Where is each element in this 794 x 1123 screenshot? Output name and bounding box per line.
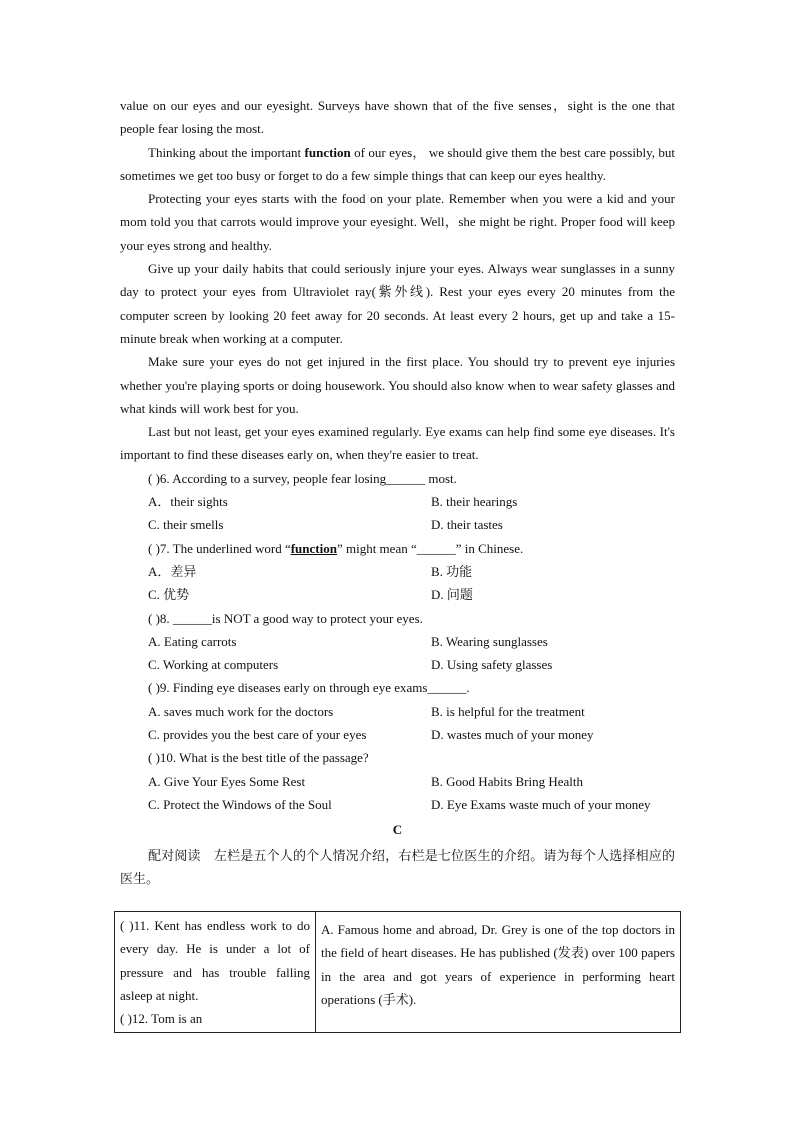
section-heading: C: [392, 822, 403, 838]
paragraph-function-end: of our eyes， we should give them the best care possibly, but sometimes we get too busy or forget to do a few simple things that can keep our eyes healthy.: [120, 144, 675, 183]
option-d: D. 问题: [431, 587, 473, 603]
passage-body: [120, 94, 675, 890]
question-stem: ( )6. According to a survey, people fear losing______ most.: [148, 470, 457, 486]
question-6: [120, 467, 675, 537]
question-stem: ( )10. What is the best title of the passage?: [148, 750, 369, 766]
underlined-word: function: [290, 540, 337, 556]
question-9: [120, 676, 675, 746]
question-stem: ( )9. Finding eye diseases early on through eye exams______.: [148, 680, 470, 696]
paragraph-exams: Last but not least, get your eyes examined regularly. Eye exams can help find some eye diseases. It's important to find these diseases early on, when they're easier to treat.: [120, 424, 675, 463]
option-c: C. 优势: [148, 587, 190, 603]
option-c: C. their smells: [148, 517, 224, 533]
option-b: B. 功能: [431, 563, 473, 579]
question-stem: ( )8. ______is NOT a good way to protect your eyes.: [148, 610, 423, 626]
paragraph-function-start: Thinking about the important: [148, 144, 305, 160]
question-stem: [120, 537, 675, 560]
option-b: B. Wearing sunglasses: [431, 633, 548, 649]
option-d: D. wastes much of your money: [431, 727, 594, 743]
doctor-a: A. Famous home and abroad, Dr. Grey is one of the top doctors in the field of heart diseases. He has published (发表) over 100 papers in the area and got years of experience in performing heart operations (手术).: [321, 922, 675, 1007]
matching-left-cell: [115, 912, 316, 1033]
option-b: B. is helpful for the treatment: [431, 703, 585, 719]
option-c: C. provides you the best care of your eyes: [148, 727, 367, 743]
option-d: D. Using safety glasses: [431, 657, 553, 673]
question-8: [120, 607, 675, 677]
option-c: C. Working at computers: [148, 657, 279, 673]
paragraph-function: [120, 141, 675, 188]
option-d: D. Eye Exams waste much of your money: [431, 796, 651, 812]
option-a: A．差异: [148, 563, 197, 579]
option-a: A. Give Your Eyes Some Rest: [148, 773, 306, 789]
option-b: B. their hearings: [431, 494, 518, 510]
person-12: ( )12. Tom is an: [120, 1011, 203, 1027]
question-10: [120, 746, 675, 816]
paragraph-food: Protecting your eyes starts with the food on your plate. Remember when you were a kid and your mom told you that carrots would improve your eyesight. Well，she might be right. Proper food will keep your eyes strong and healthy.: [120, 191, 675, 253]
paragraph-intro: value on our eyes and our eyesight. Surveys have shown that of the five senses，sight is the one that people fear losing the most.: [120, 98, 675, 137]
person-11: ( )11. Kent has endless work to do every day. He is under a lot of pressure and has trouble falling asleep at night.: [120, 918, 310, 1003]
paragraph-habits: Give up your daily habits that could seriously injure your eyes. Always wear sunglasses in a sunny day to protect your eyes from Ultraviolet ray(紫外线). Rest your eyes every 20 minutes from the computer screen by looking 20 feet away for 20 seconds. At least every 2 hours, get up and take a 15-minute break when working at a computer.: [120, 261, 675, 346]
option-b: B. Good Habits Bring Health: [431, 773, 584, 789]
option-c: C. Protect the Windows of the Soul: [148, 796, 332, 812]
question-stem-start: ( )7. The underlined word “: [148, 540, 291, 556]
option-a: A．their sights: [148, 494, 228, 510]
option-a: A. Eating carrots: [148, 633, 237, 649]
matching-table: [114, 911, 681, 1033]
option-a: A. saves much work for the doctors: [148, 703, 334, 719]
paragraph-injuries: Make sure your eyes do not get injured in the first place. You should try to prevent eye injuries whether you're playing sports or doing housework. You should also know when to wear safety glasses and what kinds will work best for you.: [120, 354, 675, 416]
keyword-function: function: [304, 144, 351, 160]
question-stem-end: ” might mean “______” in Chinese.: [336, 540, 524, 556]
section-instruction: 配对阅读 左栏是五个人的个人情况介绍，右栏是七位医生的介绍。请为每个人选择相应的医生。: [120, 847, 675, 886]
question-7: [120, 537, 675, 607]
matching-right-cell: [316, 912, 681, 1033]
option-d: D. their tastes: [431, 517, 503, 533]
